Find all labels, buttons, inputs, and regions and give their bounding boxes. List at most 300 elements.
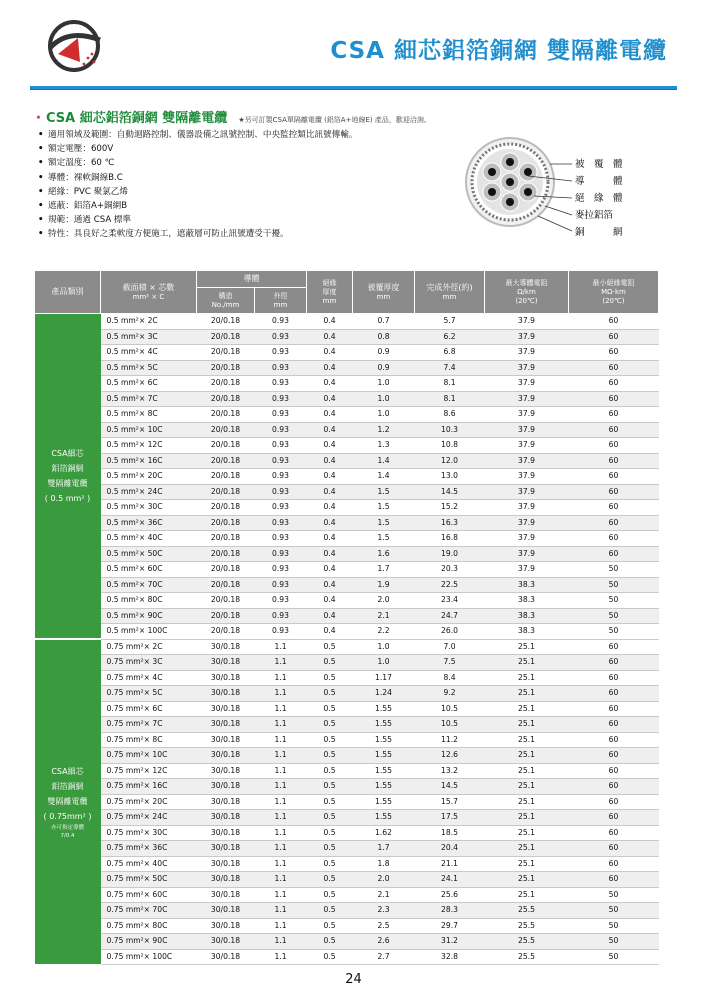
table-cell: 24.1 <box>415 872 485 888</box>
table-cell: 37.9 <box>485 391 569 407</box>
category-label: 鋁箔銅網 <box>51 781 84 791</box>
table-cell: 1.7 <box>353 562 415 578</box>
table-cell: 1.1 <box>255 810 307 826</box>
table-cell: 0.93 <box>255 624 307 640</box>
table-cell: 50 <box>569 903 659 919</box>
table-cell: 0.93 <box>255 314 307 330</box>
table-cell: 1.5 <box>353 484 415 500</box>
table-cell: 60 <box>569 825 659 841</box>
table-cell: 8.1 <box>415 376 485 392</box>
table-cell: 1.8 <box>353 856 415 872</box>
table-cell: 30/0.18 <box>197 701 255 717</box>
table-cell: 28.3 <box>415 903 485 919</box>
table-row <box>35 825 659 841</box>
table-cell: 30/0.18 <box>197 639 255 655</box>
table-cell: 18.5 <box>415 825 485 841</box>
table-cell: 0.75 mm²× 36C <box>101 841 197 857</box>
table-cell: 0.93 <box>255 500 307 516</box>
table-cell: 0.93 <box>255 515 307 531</box>
table-row <box>35 918 659 934</box>
table-cell: 25.1 <box>485 748 569 764</box>
table-cell: 1.7 <box>353 841 415 857</box>
table-cell: 60 <box>569 453 659 469</box>
table-row <box>35 593 659 609</box>
table-cell: 60 <box>569 484 659 500</box>
table-row <box>35 608 659 624</box>
table-cell: 20/0.18 <box>197 484 255 500</box>
table-cell: 0.4 <box>307 577 353 593</box>
table-cell: 12.6 <box>415 748 485 764</box>
table-row <box>35 717 659 733</box>
table-cell: 0.4 <box>307 469 353 485</box>
table-cell: 0.75 mm²× 24C <box>101 810 197 826</box>
table-cell: 0.5 <box>307 639 353 655</box>
table-cell: 25.1 <box>485 810 569 826</box>
table-cell: 0.5 <box>307 655 353 671</box>
table-cell: 20/0.18 <box>197 391 255 407</box>
table-cell: 0.4 <box>307 484 353 500</box>
table-cell: 0.5 mm²× 90C <box>101 608 197 624</box>
table-row <box>35 500 659 516</box>
category-note: 7/0.4 <box>60 832 75 839</box>
table-cell: 25.1 <box>485 872 569 888</box>
table-cell: 1.0 <box>353 391 415 407</box>
category-note: 亦可指定導體 <box>50 824 84 831</box>
spec-table <box>34 270 659 966</box>
table-row <box>35 639 659 655</box>
table-cell: 37.9 <box>485 345 569 361</box>
table-cell: 50 <box>569 562 659 578</box>
diagram-label-foil: 麥拉鋁箔 <box>575 210 614 221</box>
table-cell: 37.9 <box>485 314 569 330</box>
table-cell: 1.55 <box>353 794 415 810</box>
table-row <box>35 856 659 872</box>
table-cell: 2.0 <box>353 593 415 609</box>
category-label: 雙隔離電纜 <box>47 479 88 488</box>
table-row <box>35 872 659 888</box>
table-cell: 1.1 <box>255 841 307 857</box>
table-cell: 38.3 <box>485 593 569 609</box>
table-cell: 0.4 <box>307 500 353 516</box>
table-cell: 1.0 <box>353 407 415 423</box>
table-cell: 0.5 mm²× 60C <box>101 562 197 578</box>
table-cell: 20.4 <box>415 841 485 857</box>
table-row <box>35 794 659 810</box>
table-cell: 0.75 mm²× 3C <box>101 655 197 671</box>
table-cell: 1.24 <box>353 686 415 702</box>
table-cell: 25.1 <box>485 670 569 686</box>
table-cell: 0.75 mm²× 12C <box>101 763 197 779</box>
table-cell: 8.6 <box>415 407 485 423</box>
table-cell: 11.2 <box>415 732 485 748</box>
table-cell: 0.4 <box>307 376 353 392</box>
header-category: 產品類別 <box>35 271 101 314</box>
spec-item: • 絕緣：PVC 聚氯乙烯 <box>38 186 128 197</box>
table-row <box>35 453 659 469</box>
table-cell: 0.5 mm²× 40C <box>101 531 197 547</box>
table-cell: 60 <box>569 376 659 392</box>
spec-item: • 適用領域及範圍：自動迴路控制、儀器設備之訊號控制、中央監控類比訊號傳輸。 <box>38 130 358 140</box>
table-cell: 1.5 <box>353 500 415 516</box>
table-cell: 0.75 mm²× 100C <box>101 949 197 965</box>
table-cell: 20/0.18 <box>197 438 255 454</box>
table-cell: 30/0.18 <box>197 670 255 686</box>
table-cell: 0.4 <box>307 562 353 578</box>
table-cell: 60 <box>569 841 659 857</box>
table-cell: 0.7 <box>353 314 415 330</box>
table-cell: 0.4 <box>307 624 353 640</box>
spec-item: • 導體：裸軟銅線B.C <box>38 172 123 183</box>
category-label: CSA細芯 <box>51 766 84 776</box>
table-cell: 1.1 <box>255 794 307 810</box>
table-cell: 20/0.18 <box>197 562 255 578</box>
table-cell: 0.9 <box>353 345 415 361</box>
table-cell: 1.1 <box>255 748 307 764</box>
table-cell: 0.93 <box>255 360 307 376</box>
table-cell: 1.1 <box>255 701 307 717</box>
table-cell: 25.1 <box>485 655 569 671</box>
table-cell: 1.1 <box>255 639 307 655</box>
table-cell: 0.5 mm²× 50C <box>101 546 197 562</box>
table-cell: 20/0.18 <box>197 500 255 516</box>
table-cell: 0.5 <box>307 918 353 934</box>
table-cell: 25.1 <box>485 763 569 779</box>
table-cell: 0.5 <box>307 841 353 857</box>
company-logo <box>38 18 110 76</box>
table-cell: 0.5 mm²× 6C <box>101 376 197 392</box>
table-cell: 0.93 <box>255 376 307 392</box>
table-cell: 25.1 <box>485 686 569 702</box>
table-cell: 60 <box>569 686 659 702</box>
table-cell: 60 <box>569 810 659 826</box>
table-cell: 50 <box>569 608 659 624</box>
table-cell: 0.75 mm²× 70C <box>101 903 197 919</box>
header-rule-accent <box>30 89 677 90</box>
table-cell: 0.75 mm²× 4C <box>101 670 197 686</box>
spec-item: • 額定溫度：60 ℃ <box>38 158 115 169</box>
table-cell: 0.93 <box>255 546 307 562</box>
table-cell: 0.75 mm²× 7C <box>101 717 197 733</box>
table-cell: 0.5 mm²× 100C <box>101 624 197 640</box>
table-row <box>35 763 659 779</box>
table-cell: 25.1 <box>485 825 569 841</box>
table-cell: 2.3 <box>353 903 415 919</box>
table-row <box>35 360 659 376</box>
table-cell: 60 <box>569 872 659 888</box>
table-cell: 0.4 <box>307 360 353 376</box>
table-cell: 5.7 <box>415 314 485 330</box>
table-cell: 0.5 <box>307 779 353 795</box>
header-overall: 完成外徑(約) mm <box>415 271 485 314</box>
table-cell: 1.1 <box>255 934 307 950</box>
table-cell: 37.9 <box>485 531 569 547</box>
table-cell: 32.8 <box>415 949 485 965</box>
table-cell: 60 <box>569 732 659 748</box>
table-cell: 25.1 <box>485 732 569 748</box>
table-cell: 60 <box>569 701 659 717</box>
table-cell: 30/0.18 <box>197 856 255 872</box>
table-cell: 30/0.18 <box>197 763 255 779</box>
table-cell: 0.5 <box>307 934 353 950</box>
table-row <box>35 329 659 345</box>
table-cell: 0.93 <box>255 484 307 500</box>
table-cell: 1.1 <box>255 717 307 733</box>
table-cell: 60 <box>569 360 659 376</box>
table-cell: 23.4 <box>415 593 485 609</box>
table-cell: 0.5 mm²× 20C <box>101 469 197 485</box>
table-cell: 50 <box>569 918 659 934</box>
table-row <box>35 515 659 531</box>
category-label: 雙隔離電纜 <box>47 796 88 806</box>
table-cell: 0.5 <box>307 872 353 888</box>
table-cell: 1.5 <box>353 531 415 547</box>
table-cell: 25.5 <box>485 903 569 919</box>
table-cell: 2.1 <box>353 608 415 624</box>
table-cell: 0.75 mm²× 10C <box>101 748 197 764</box>
table-cell: 0.75 mm²× 80C <box>101 918 197 934</box>
table-cell: 0.93 <box>255 593 307 609</box>
table-cell: 8.4 <box>415 670 485 686</box>
table-cell: 0.93 <box>255 453 307 469</box>
table-cell: 0.5 mm²× 24C <box>101 484 197 500</box>
table-cell: 20/0.18 <box>197 407 255 423</box>
table-cell: 25.1 <box>485 701 569 717</box>
table-row <box>35 422 659 438</box>
table-cell: 60 <box>569 670 659 686</box>
table-row <box>35 314 659 330</box>
table-cell: 1.1 <box>255 872 307 888</box>
table-cell: 1.1 <box>255 655 307 671</box>
table-row <box>35 376 659 392</box>
table-cell: 0.5 mm²× 3C <box>101 329 197 345</box>
table-cell: 20/0.18 <box>197 608 255 624</box>
table-cell: 30/0.18 <box>197 810 255 826</box>
table-cell: 0.75 mm²× 50C <box>101 872 197 888</box>
header-insulation: 絕緣 厚度 mm <box>307 271 353 314</box>
table-cell: 30/0.18 <box>197 887 255 903</box>
table-cell: 0.5 mm²× 7C <box>101 391 197 407</box>
header-insulation-resistance: 最小絕緣電阻 MΩ-km (20℃) <box>569 271 659 314</box>
table-cell: 0.4 <box>307 314 353 330</box>
table-cell: 25.1 <box>485 887 569 903</box>
table-row <box>35 670 659 686</box>
table-cell: 21.1 <box>415 856 485 872</box>
table-cell: 60 <box>569 314 659 330</box>
table-cell: 0.5 <box>307 732 353 748</box>
table-cell: 10.3 <box>415 422 485 438</box>
table-cell: 20/0.18 <box>197 376 255 392</box>
table-cell: 0.4 <box>307 546 353 562</box>
cable-cross-section-diagram <box>450 136 660 242</box>
table-cell: 60 <box>569 856 659 872</box>
table-cell: 20/0.18 <box>197 329 255 345</box>
category-label: CSA細芯 <box>51 449 84 458</box>
table-cell: 7.4 <box>415 360 485 376</box>
table-row <box>35 655 659 671</box>
table-cell: 10.5 <box>415 701 485 717</box>
table-cell: 20/0.18 <box>197 624 255 640</box>
table-cell: 0.5 mm²× 4C <box>101 345 197 361</box>
table-cell: 60 <box>569 763 659 779</box>
table-cell: 37.9 <box>485 500 569 516</box>
table-cell: 20/0.18 <box>197 469 255 485</box>
table-cell: 0.93 <box>255 577 307 593</box>
table-cell: 25.1 <box>485 779 569 795</box>
table-cell: 0.5 mm²× 30C <box>101 500 197 516</box>
table-cell: 37.9 <box>485 515 569 531</box>
table-cell: 38.3 <box>485 577 569 593</box>
table-cell: 0.4 <box>307 593 353 609</box>
table-row <box>35 407 659 423</box>
table-cell: 0.9 <box>353 360 415 376</box>
table-cell: 1.55 <box>353 763 415 779</box>
category-label: 鋁箔銅網 <box>51 464 84 473</box>
table-cell: 1.0 <box>353 639 415 655</box>
table-cell: 1.1 <box>255 763 307 779</box>
header-jacket: 被覆厚度 mm <box>353 271 415 314</box>
table-cell: 1.0 <box>353 376 415 392</box>
table-cell: 9.2 <box>415 686 485 702</box>
table-cell: 25.6 <box>415 887 485 903</box>
table-cell: 1.1 <box>255 887 307 903</box>
table-cell: 0.4 <box>307 329 353 345</box>
spec-item: • 特性：具良好之柔軟度方便施工，遮蔽層可防止訊號遭受干擾。 <box>38 229 289 240</box>
table-cell: 2.1 <box>353 887 415 903</box>
table-cell: 38.3 <box>485 608 569 624</box>
table-cell: 50 <box>569 577 659 593</box>
table-cell: 0.75 mm²× 5C <box>101 686 197 702</box>
table-cell: 60 <box>569 639 659 655</box>
table-cell: 1.55 <box>353 748 415 764</box>
table-row <box>35 438 659 454</box>
table-cell: 15.2 <box>415 500 485 516</box>
table-cell: 20.3 <box>415 562 485 578</box>
table-cell: 1.55 <box>353 779 415 795</box>
table-cell: 0.4 <box>307 345 353 361</box>
table-cell: 0.4 <box>307 515 353 531</box>
table-cell: 0.93 <box>255 531 307 547</box>
table-cell: 0.75 mm²× 16C <box>101 779 197 795</box>
table-cell: 0.75 mm²× 30C <box>101 825 197 841</box>
section-title: CSA 細芯鋁箔銅網 雙隔離電纜 <box>45 111 228 126</box>
table-cell: 1.55 <box>353 701 415 717</box>
table-cell: 1.62 <box>353 825 415 841</box>
table-row <box>35 748 659 764</box>
category-label: ( 0.5 mm² ) <box>44 494 91 503</box>
spec-table-body <box>35 314 659 965</box>
table-cell: 0.5 <box>307 794 353 810</box>
table-cell: 0.75 mm²× 40C <box>101 856 197 872</box>
table-cell: 1.2 <box>353 422 415 438</box>
table-cell: 0.5 <box>307 825 353 841</box>
table-cell: 0.93 <box>255 329 307 345</box>
header-construction: 構造 No./mm <box>197 288 255 314</box>
table-cell: 37.9 <box>485 469 569 485</box>
table-cell: 60 <box>569 469 659 485</box>
table-cell: 12.0 <box>415 453 485 469</box>
table-cell: 2.2 <box>353 624 415 640</box>
table-cell: 30/0.18 <box>197 872 255 888</box>
table-cell: 1.6 <box>353 546 415 562</box>
table-cell: 1.55 <box>353 732 415 748</box>
table-cell: 60 <box>569 438 659 454</box>
table-cell: 60 <box>569 515 659 531</box>
table-row <box>35 624 659 640</box>
diagram-label-braid: 銅 網 <box>575 227 623 238</box>
table-cell: 20/0.18 <box>197 453 255 469</box>
table-cell: 0.5 <box>307 686 353 702</box>
table-cell: 30/0.18 <box>197 825 255 841</box>
table-cell: 38.3 <box>485 624 569 640</box>
page-title: CSA 細芯鋁箔銅網 雙隔離電纜 <box>330 38 667 64</box>
table-cell: 1.55 <box>353 810 415 826</box>
table-cell: 14.5 <box>415 484 485 500</box>
table-cell: 0.93 <box>255 391 307 407</box>
table-cell: 37.9 <box>485 407 569 423</box>
spec-item: • 遮蔽：鋁箔A+銅網B <box>38 201 128 212</box>
table-cell: 13.0 <box>415 469 485 485</box>
table-cell: 0.8 <box>353 329 415 345</box>
table-cell: 0.93 <box>255 469 307 485</box>
table-cell: 1.9 <box>353 577 415 593</box>
table-cell: 37.9 <box>485 360 569 376</box>
table-cell: 37.9 <box>485 376 569 392</box>
table-cell: 29.7 <box>415 918 485 934</box>
table-cell: 7.0 <box>415 639 485 655</box>
table-cell: 0.5 mm²× 12C <box>101 438 197 454</box>
table-row <box>35 484 659 500</box>
table-cell: 25.5 <box>485 934 569 950</box>
table-cell: 1.1 <box>255 856 307 872</box>
category-label: ( 0.75mm² ) <box>43 811 92 821</box>
table-cell: 37.9 <box>485 484 569 500</box>
table-cell: 0.93 <box>255 438 307 454</box>
table-row <box>35 810 659 826</box>
table-cell: 0.5 <box>307 903 353 919</box>
table-cell: 50 <box>569 593 659 609</box>
table-cell: 8.1 <box>415 391 485 407</box>
table-cell: 50 <box>569 934 659 950</box>
table-row <box>35 546 659 562</box>
table-cell: 0.75 mm²× 60C <box>101 887 197 903</box>
table-cell: 0.5 mm²× 16C <box>101 453 197 469</box>
table-cell: 1.5 <box>353 515 415 531</box>
table-cell: 50 <box>569 949 659 965</box>
spec-item: • 額定電壓：600V <box>38 144 114 155</box>
table-cell: 37.9 <box>485 329 569 345</box>
page-number: 24 <box>345 972 362 987</box>
table-cell: 2.6 <box>353 934 415 950</box>
table-cell: 60 <box>569 345 659 361</box>
table-cell: 20/0.18 <box>197 345 255 361</box>
table-row <box>35 903 659 919</box>
table-cell: 0.75 mm²× 8C <box>101 732 197 748</box>
table-cell: 0.5 <box>307 887 353 903</box>
table-row <box>35 686 659 702</box>
table-cell: 0.75 mm²× 20C <box>101 794 197 810</box>
table-cell: 1.1 <box>255 732 307 748</box>
table-cell: 1.3 <box>353 438 415 454</box>
table-cell: 0.5 mm²× 36C <box>101 515 197 531</box>
table-cell: 0.5 <box>307 763 353 779</box>
table-cell: 24.7 <box>415 608 485 624</box>
category-cell <box>35 639 101 965</box>
table-cell: 60 <box>569 794 659 810</box>
table-cell: 14.5 <box>415 779 485 795</box>
table-cell: 60 <box>569 546 659 562</box>
table-cell: 19.0 <box>415 546 485 562</box>
table-cell: 1.4 <box>353 453 415 469</box>
